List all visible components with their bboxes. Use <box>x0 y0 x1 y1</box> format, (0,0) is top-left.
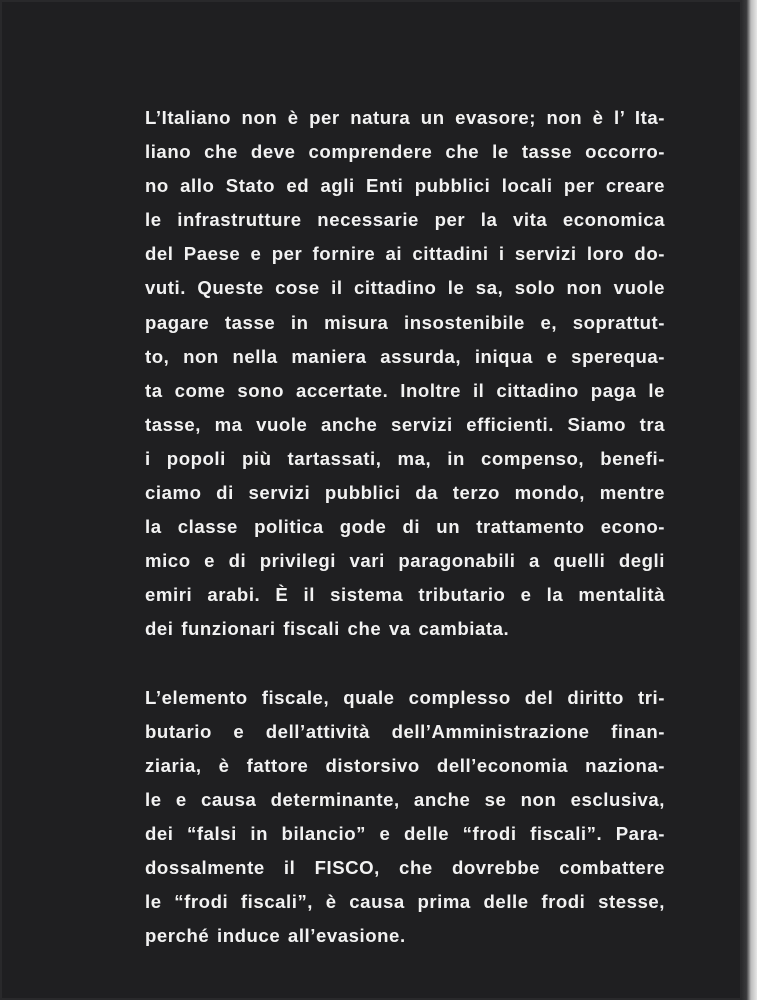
text-line: vuti. Queste cose il cittadino le sa, solo non vuole <box>145 277 665 299</box>
text-line: L’Italiano non è per natura un evasore; non è l’ Ita- <box>145 107 665 128</box>
text-line: dossalmente il FISCO, che dovrebbe combattere <box>145 857 665 879</box>
text-line: emiri arabi. È il sistema tributario e la mentalità <box>145 584 665 606</box>
text-line: perché induce all’evasione. <box>145 925 406 947</box>
text-line: dei “falsi in bilancio” e delle “frodi fiscali”. Para- <box>145 822 665 844</box>
text-line: ta come sono accertate. Inoltre il cittadino paga le <box>145 379 665 401</box>
paragraph-1 <box>145 101 665 647</box>
text-line: to, non nella maniera assurda, iniqua e sperequa- <box>145 345 665 367</box>
text-line: ciamo di servizi pubblici da terzo mondo, mentre <box>145 482 665 504</box>
text-line: dei funzionari fiscali che va cambiata. <box>145 618 510 640</box>
text-line: liano che deve comprendere che le tasse occorro- <box>145 141 665 163</box>
paragraph-gap <box>145 647 665 681</box>
text-line: no allo Stato ed agli Enti pubblici locali per creare <box>145 175 665 197</box>
text-line: i popoli più tartassati, ma, in compenso, benefi- <box>145 447 665 469</box>
text-line: L’elemento fiscale, quale complesso del diritto tri- <box>145 686 665 708</box>
text-line: butario e dell’attività dell’Amministrazione finan- <box>145 720 665 742</box>
text-line: le infrastrutture necessarie per la vita economica <box>145 209 665 231</box>
text-line: tasse, ma vuole anche servizi efficienti. Siamo tra <box>145 413 665 435</box>
text-line: pagare tasse in misura insostenibile e, soprattut- <box>145 311 665 333</box>
text-line: la classe politica gode di un trattamento econo- <box>145 516 665 538</box>
text-line: mico e di privilegi vari paragonabili a quelli degli <box>145 550 665 572</box>
paragraph-2 <box>145 681 665 954</box>
text-line: ziaria, è fattore distorsivo dell’economia naziona- <box>145 754 665 776</box>
blurb-text <box>145 101 665 953</box>
text-line: le e causa determinante, anche se non esclusiva, <box>145 788 665 810</box>
text-line: le “frodi fiscali”, è causa prima delle frodi stesse, <box>145 891 665 913</box>
text-line: del Paese e per fornire ai cittadini i servizi loro do- <box>145 243 665 265</box>
page-edge <box>742 0 757 1000</box>
